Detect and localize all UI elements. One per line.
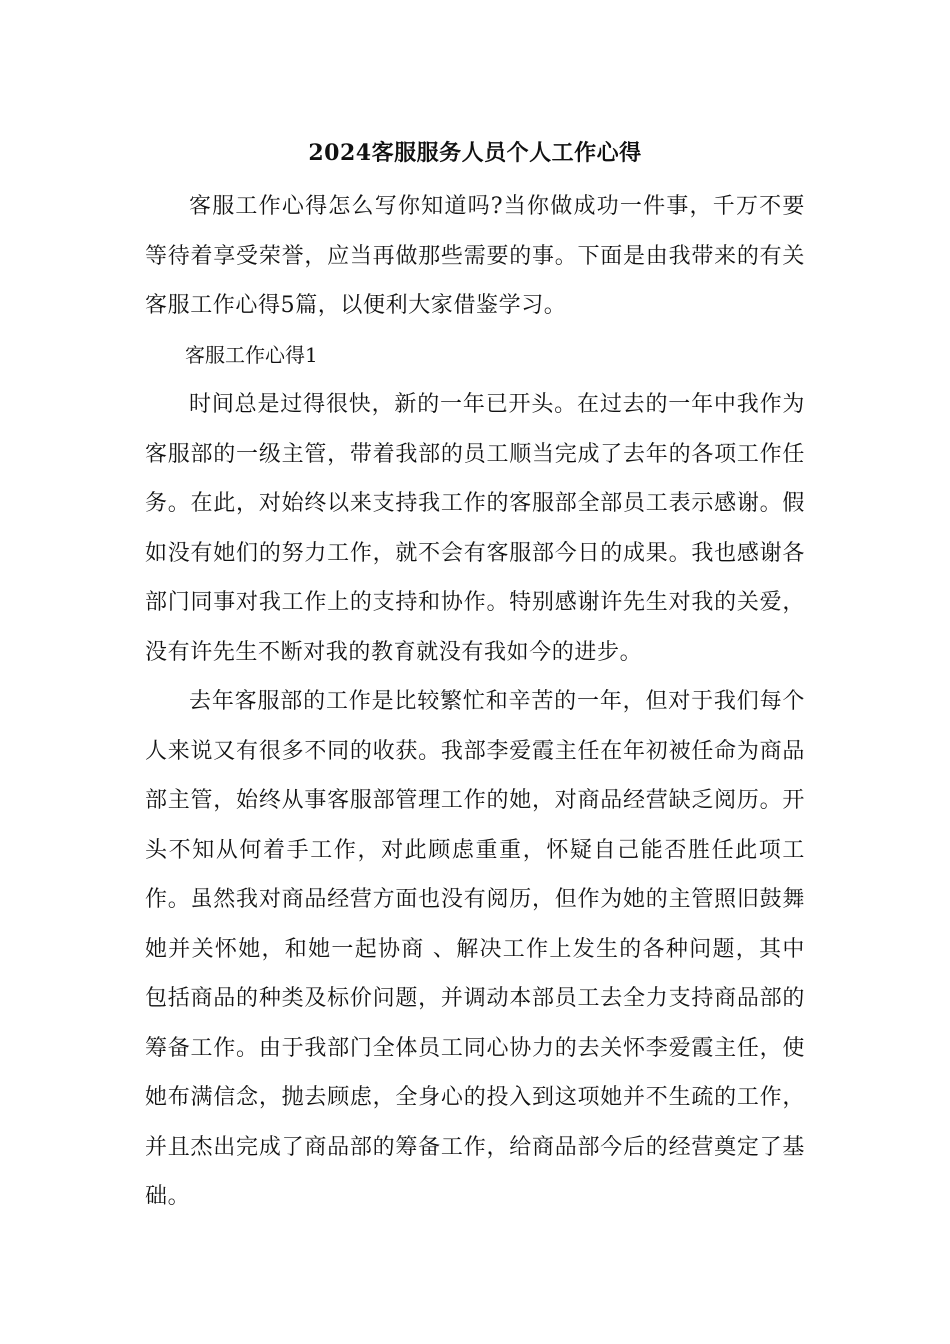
document-title: 2024客服服务人员个人工作心得 [308, 140, 642, 166]
section-heading: 客服工作心得1 [185, 342, 318, 367]
document-body [145, 182, 805, 1222]
intro-paragraph: 客服工作心得怎么写你知道吗?当你做成功一件事，千万不要等待着享受荣誉，应当再做那些需要的事。下面是由我带来的有关客服工作心得5篇，以便利大家借鉴学习。 [145, 194, 805, 318]
body-paragraph-2: 去年客服部的工作是比较繁忙和辛苦的一年，但对于我们每个人来说又有很多不同的收获。我部李爱霞主任在年初被任命为商品部主管，始终从事客服部管理工作的她，对商品经营缺乏阅历。开头不知从何着手工作，对此顾虑重重，怀疑自己能否胜任此项工作。虽然我对商品经营方面也没有阅历，但作为她的主管照旧鼓舞她并关怀她，和她一起协商 、解决工作上发生的各种问题，其中包括商品的种类及标价问题，并调动本部员工去全力支持商品部的筹备工作。由于我部门全体员工同心协力的去关怀李爱霞主任，使她布满信念，抛去顾虑，全身心的投入到这项她并不生疏的工作，并且杰出完成了商品部的筹备工作，给商品部今后的经营奠定了基础。 [145, 689, 805, 1209]
body-paragraph-1: 时间总是过得很快，新的一年已开头。在过去的一年中我作为客服部的一级主管，带着我部的员工顺当完成了去年的各项工作任务。在此，对始终以来支持我工作的客服部全部员工表示感谢。假如没有她们的努力工作，就不会有客服部今日的成果。我也感谢各部门同事对我工作上的支持和协作。特别感谢许先生对我的关爱，没有许先生不断对我的教育就没有我如今的进步。 [145, 392, 805, 665]
